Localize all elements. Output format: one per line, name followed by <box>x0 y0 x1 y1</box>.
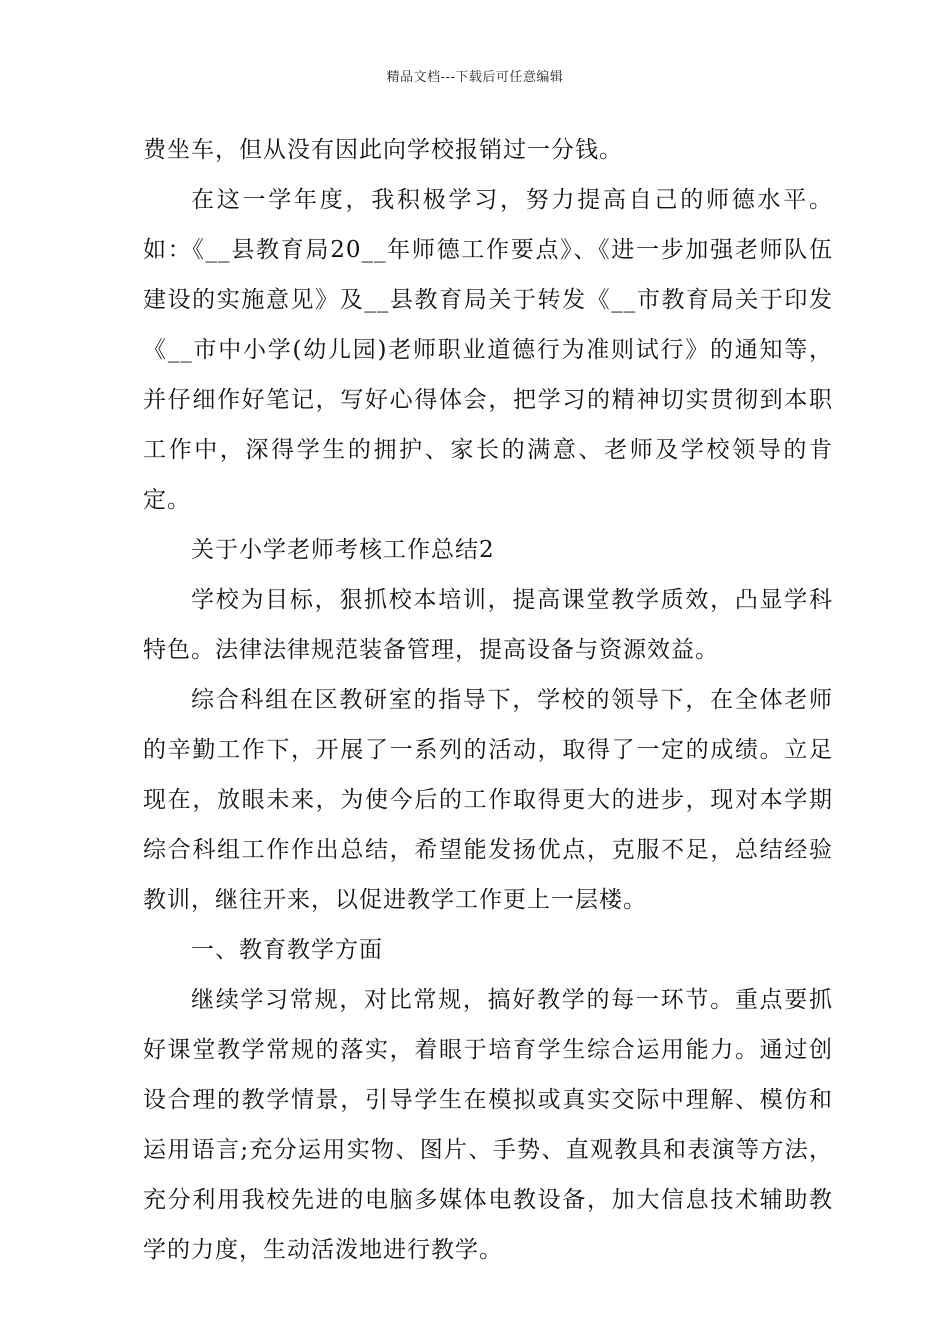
section-heading-1: 一、教育教学方面 <box>191 937 383 963</box>
paragraph-1: 费坐车，但从没有因此向学校报销过一分钱。 <box>143 137 623 163</box>
paragraph-5: 继续学习常规，对比常规，搞好教学的每一环节。重点要抓好课堂教学常规的落实，着眼于培育学生综合运用能力。通过创设合理的教学情景，引导学生在模拟或真实交际中理解、模仿和运用语言;充分运用实物、图片、手势、直观教具和表演等方法，充分利用我校先进的电脑多媒体电教设备，加大信息技术辅助教学的力度，生动活泼地进行教学。 <box>143 987 833 1263</box>
page-header: 精品文档---下载后可任意编辑 <box>386 70 564 85</box>
document-body <box>143 125 833 1275</box>
paragraph-2: 在这一学年度，我积极学习，努力提高自己的师德水平。如：《__县教育局20__年师德工作要点》、《进一步加强老师队伍建设的实施意见》及__县教育局关于转发《__市教育局关于印发《__市中小学(幼儿园)老师职业道德行为准则试行》的通知等，并仔细作好笔记，写好心得体会，把学习的精神切实贯彻到本职工作中，深得学生的拥护、家长的满意、老师及学校领导的肯定。 <box>143 187 833 513</box>
section-title-2: 关于小学老师考核工作总结2 <box>191 537 495 563</box>
paragraph-3: 学校为目标，狠抓校本培训，提高课堂教学质效，凸显学科特色。法律法律规范装备管理，提高设备与资源效益。 <box>143 587 833 663</box>
paragraph-4: 综合科组在区教研室的指导下，学校的领导下，在全体老师的辛勤工作下，开展了一系列的活动，取得了一定的成绩。立足现在，放眼未来，为使今后的工作取得更大的进步，现对本学期综合科组工作作出总结，希望能发扬优点，克服不足，总结经验教训，继往开来，以促进教学工作更上一层楼。 <box>143 687 833 913</box>
